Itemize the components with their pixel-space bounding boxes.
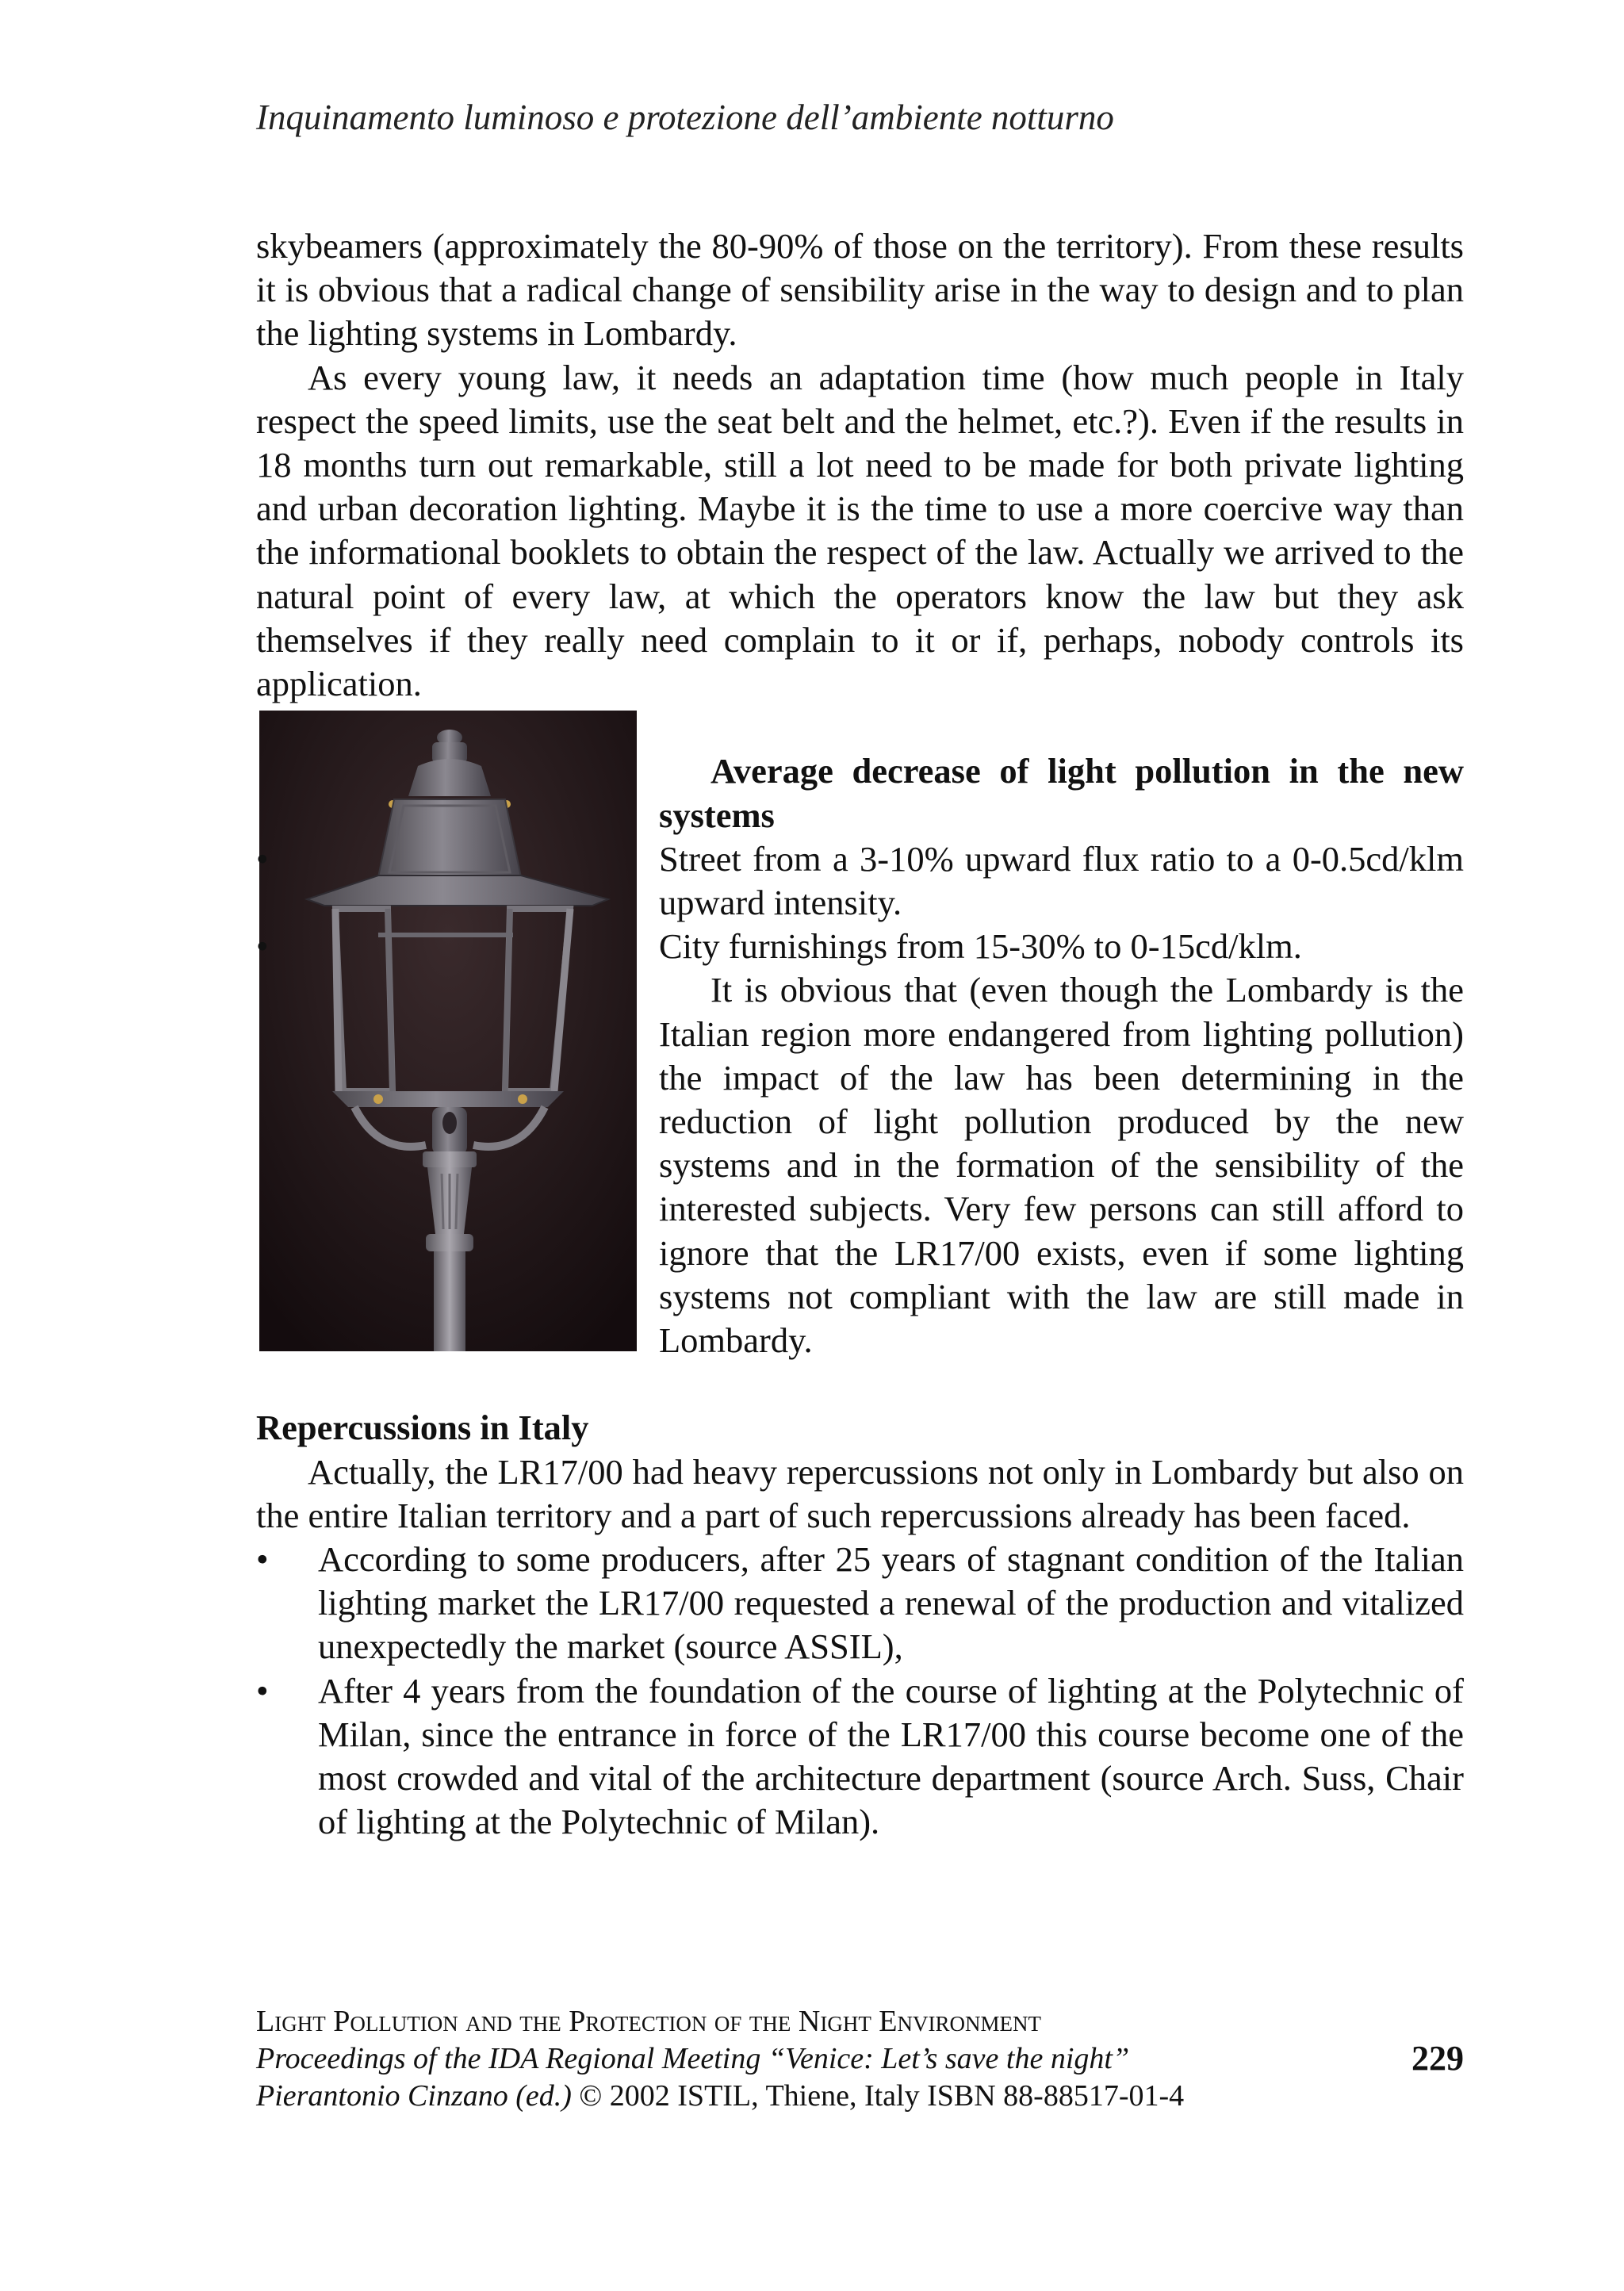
page-number: 229	[1411, 2039, 1464, 2078]
repercussions-list	[256, 1538, 1464, 1844]
body-text	[256, 224, 1464, 1844]
page-footer	[256, 2003, 1464, 2115]
paragraph-1: skybeamers (approximately the 80-90% of those on the territory). From these results it is obvious that a radical change of sensibility arise in the way to design and to plan the lighting systems in Lombardy.	[256, 226, 1464, 354]
running-head: Inquinamento luminoso e protezione dell’ambiente notturno	[256, 98, 1114, 137]
lantern-image	[259, 711, 637, 1351]
list-item	[256, 1538, 1464, 1669]
list-item-text: After 4 years from the foundation of the course of lighting at the Polytechnic of Milan, since the entrance in force of the LR17/00 this course become one of the most crowded and vital of the architecture department (source Arch. Suss, Chair of lighting at the Polytechnic of Milan).	[318, 1670, 1464, 1842]
list-item	[256, 1669, 1464, 1845]
list-item	[256, 925, 1464, 968]
footer-proceedings: Proceedings of the IDA Regional Meeting “Venice: Let’s save the night”	[256, 2042, 1130, 2075]
bullet-glyph: •	[256, 1670, 269, 1711]
list-item-text: According to some producers, after 25 years of stagnant condition of the Italian lighting market the LR17/00 requested a renewal of the production and vitalized unexpectedly the market (source ASSIL),	[318, 1539, 1464, 1667]
bullet-glyph: •	[256, 838, 269, 879]
bullet-glyph: •	[256, 1539, 269, 1580]
average-decrease-list	[256, 837, 1464, 969]
paragraph-2	[256, 356, 1464, 707]
heading-repercussions: Repercussions in Italy	[256, 1408, 589, 1448]
footer-copyright: © 2002 ISTIL, Thiene, Italy ISBN 88-88517-01-4	[571, 2079, 1185, 2113]
list-item-text: Street from a 3-10% upward flux ratio to a 0-0.5cd/klm upward intensity.	[659, 838, 1464, 923]
heading-average-decrease: Average decrease of light pollution in the new systems	[659, 751, 1464, 835]
paragraph-4: Actually, the LR17/00 had heavy repercussions not only in Lombardy but also on the entire Italian territory and a part of such repercussions already has been faced.	[256, 1451, 1464, 1535]
footer-publisher	[256, 2078, 1464, 2115]
footer-editor: Pierantonio Cinzano (ed.)	[256, 2079, 572, 2113]
bullet-glyph: •	[256, 926, 269, 967]
footer-book-title: Light Pollution and the Protection of the Night Environment	[256, 2005, 1042, 2038]
paragraph-2-text: As every young law, it needs an adaptation time (how much people in Italy respect the speed limits, use the seat belt and the helmet, etc.?). Even if the results in 18 months turn out remarkable, still a lot need to be made for both private lighting and urban decoration lighting. Maybe it is the time to use a more coercive way than the informational booklets to obtain the respect of the law. Actually we arrived to the natural point of every law, at which the operators know the law but they ask themselves if they really need complain to it or if, perhaps, nobody controls its application.	[256, 357, 1464, 704]
street-lantern-photo	[259, 711, 637, 1351]
list-item	[256, 837, 1464, 925]
list-item-text: City furnishings from 15-30% to 0-15cd/klm.	[659, 926, 1302, 967]
paragraph-3: It is obvious that (even though the Lombardy is the Italian region more endangered from lighting pollution) the impact of the law has been determining in the reduction of light pollution produced by the new systems and in the formation of the sensibility of the interested subjects. Very few persons can still afford to ignore that the LR17/00 exists, even if some lighting systems not compliant with the law are still made in Lombardy.	[659, 970, 1464, 1361]
